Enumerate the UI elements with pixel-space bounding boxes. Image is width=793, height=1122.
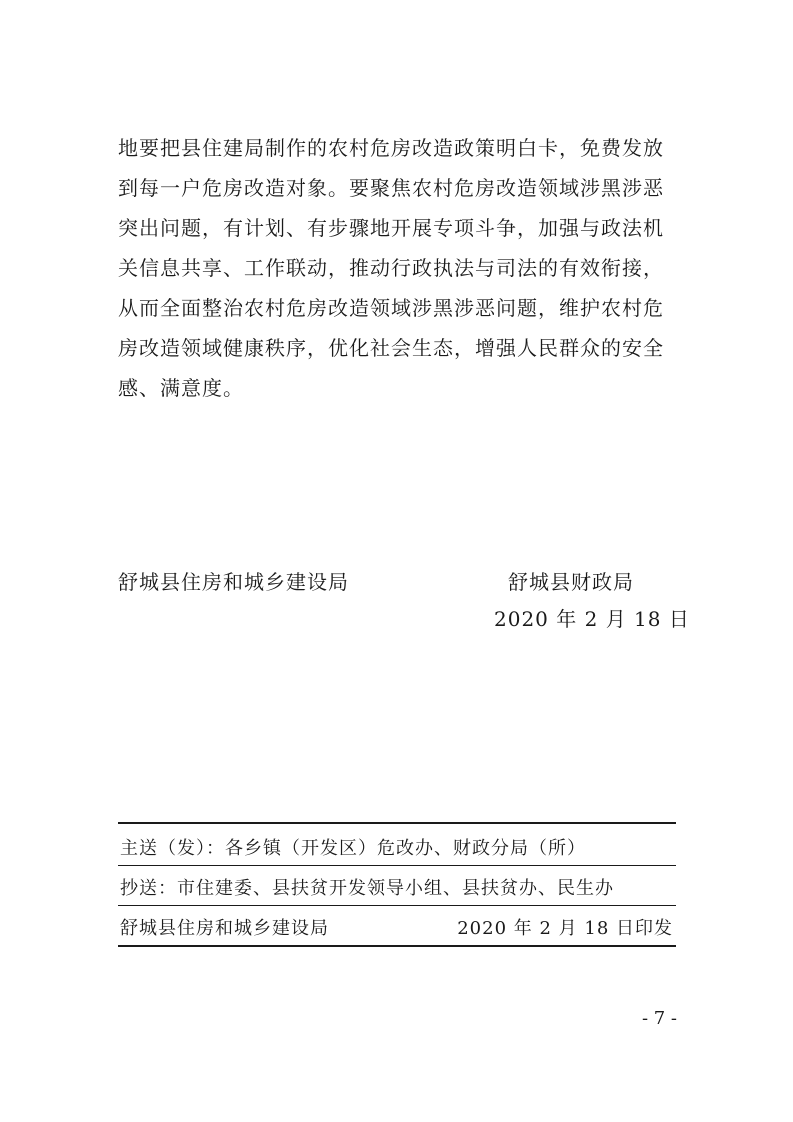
body-line: 突出问题，有计划、有步骤地开展专项斗争，加强与政法机 [118,216,664,240]
body-paragraph [118,128,688,408]
body-line: 到每一户危房改造对象。要聚焦农村危房改造领域涉黑涉恶 [118,176,664,200]
main-send-line: 主送（发）：各乡镇（开发区）危改办、财政分局（所） [120,838,586,859]
body-line: 从而全面整治农村危房改造领域涉黑涉恶问题，维护农村危 [118,296,664,320]
footer-bottom-rule [118,945,676,947]
body-line: 关信息共享、工作联动，推动行政执法与司法的有效衔接， [118,256,664,280]
body-line: 感、满意度。 [118,376,244,400]
signature-right-org: 舒城县财政局 [508,570,634,594]
body-line: 房改造领域健康秩序，优化社会生态，增强人民群众的安全 [118,336,664,360]
footer-divider [118,865,676,866]
cc-line: 抄送：市住建委、县扶贫开发领导小组、县扶贫办、民生办 [120,878,614,899]
page-number: - 7 - [641,1008,677,1029]
issue-date: 2020 年 2 月 18 日印发 [457,918,673,939]
signature-left-org: 舒城县住房和城乡建设局 [118,570,349,594]
footer-top-rule [118,822,676,824]
issuer: 舒城县住房和城乡建设局 [120,918,329,939]
body-line: 地要把县住建局制作的农村危房改造政策明白卡，免费发放 [118,136,664,160]
footer-divider [118,905,676,906]
signature-date: 2020 年 2 月 18 日 [494,607,690,631]
